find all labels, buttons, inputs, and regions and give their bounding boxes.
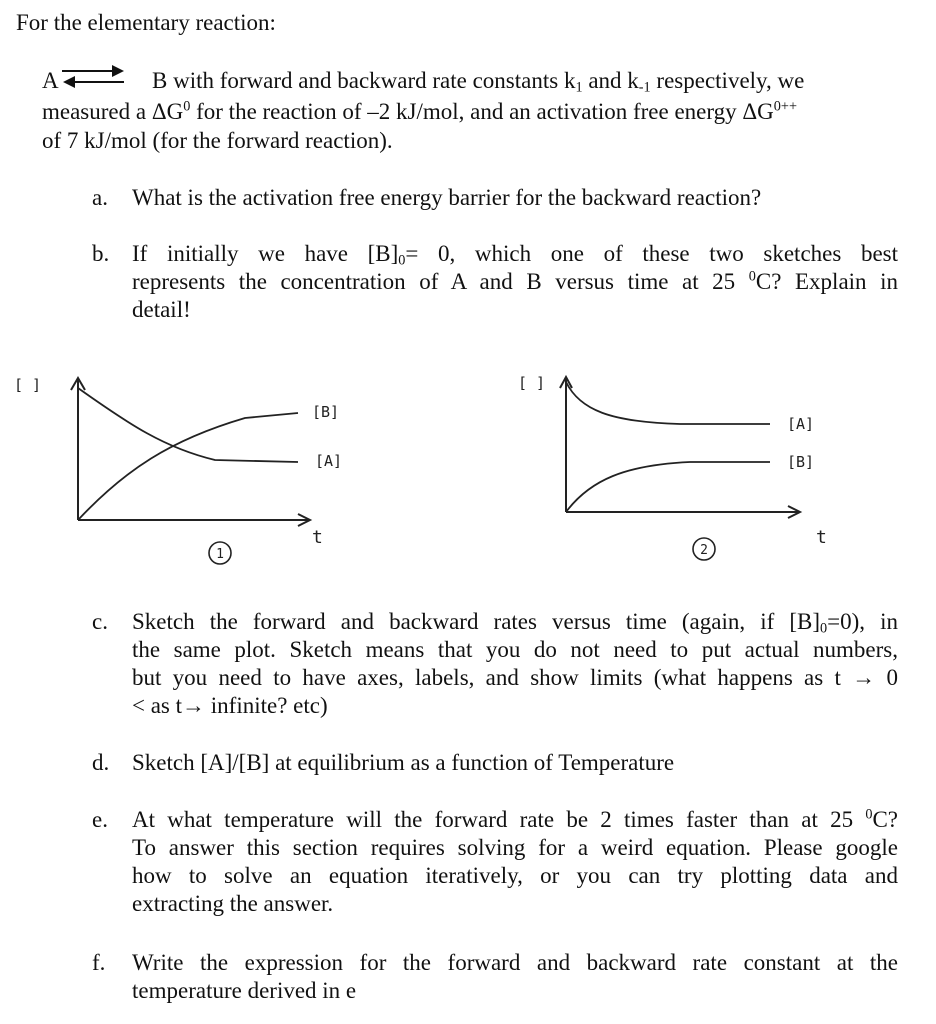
question-b-line1: If initially we have $[B]_0= 0$, which one of these two sketches best [132,241,898,269]
question-b-line2: represents the concentration of A and B versus time at 25 $^0$C? Explain in [132,268,899,294]
question-c-label: c. [92,609,108,634]
sketch-1-b-label: [B] [312,403,340,421]
question-b-line3: detail! [132,297,191,322]
sketch-1-number: 1 [216,547,224,562]
question-c-line2: the same plot. Sketch means that you do not need to put actual numbers, [132,637,898,662]
question-d-text: Sketch [A]/[B] at equilibrium as a function of Temperature [132,750,675,775]
sketch-2-b-label: [B] [787,453,815,471]
intro-title: For the elementary reaction: [16,10,276,35]
question-c-line3: but you need to have axes, labels, and show limits (what happens as t → 0 [132,665,898,690]
sketch-2-number: 2 [700,543,708,558]
equilibrium-arrows-icon [60,60,130,90]
question-b-label: b. [92,241,110,266]
sketch-2-curve-b [566,462,770,512]
intro-line3: of 7 kJ/mol (for the forward reaction). [42,128,393,153]
question-f-label: f. [92,950,106,975]
question-c-line1: Sketch the forward and backward rates versus time (again, if $[B]_0=0$), in [132,609,898,637]
question-a-label: a. [92,185,108,210]
sketch-1-a-label: [A] [315,452,343,470]
sketch-2-t-label: t [816,527,827,548]
reactant-a: A [42,68,59,93]
sketch-2-y-label: [ ] [518,374,546,392]
question-a-text: What is the activation free energy barrier for the backward reaction? [132,185,762,210]
sketch-1-t-label: t [312,527,323,548]
question-e-line4: extracting the answer. [132,891,334,916]
question-e-line2: To answer this section requires solving for a weird equation. Please google [132,835,898,860]
question-f-line2: temperature derived in e [132,978,357,1003]
question-c-line4: < as t→ infinite? etc) [132,693,328,718]
question-e-label: e. [92,807,108,832]
question-e-line1: At what temperature will the forward rate be 2 times faster than at 25 $^0$C? [132,806,898,832]
question-e-line3: how to solve an equation iteratively, or you can try plotting data and [132,863,898,888]
sketch-2 [500,360,900,580]
sketch-1-y-label: [ ] [14,376,42,394]
intro-line2: measured a $\Delta G^0$ for the reaction of –2 kJ/mol, and an activation free energy $\Delta G^{0++}$ [42,98,797,124]
sketch-2-curve-a [566,382,770,424]
sketch-1-curve-a [78,388,298,462]
question-f-line1: Write the expression for the forward and backward rate constant at the [132,950,898,975]
sketch-1-curve-b [78,413,298,520]
question-d-label: d. [92,750,110,775]
sketch-2-a-label: [A] [787,415,815,433]
intro-line1: B with forward and backward rate constants $k_1$ and $k_{-1}$ respectively, we [152,68,805,96]
sketch-1 [0,360,400,580]
